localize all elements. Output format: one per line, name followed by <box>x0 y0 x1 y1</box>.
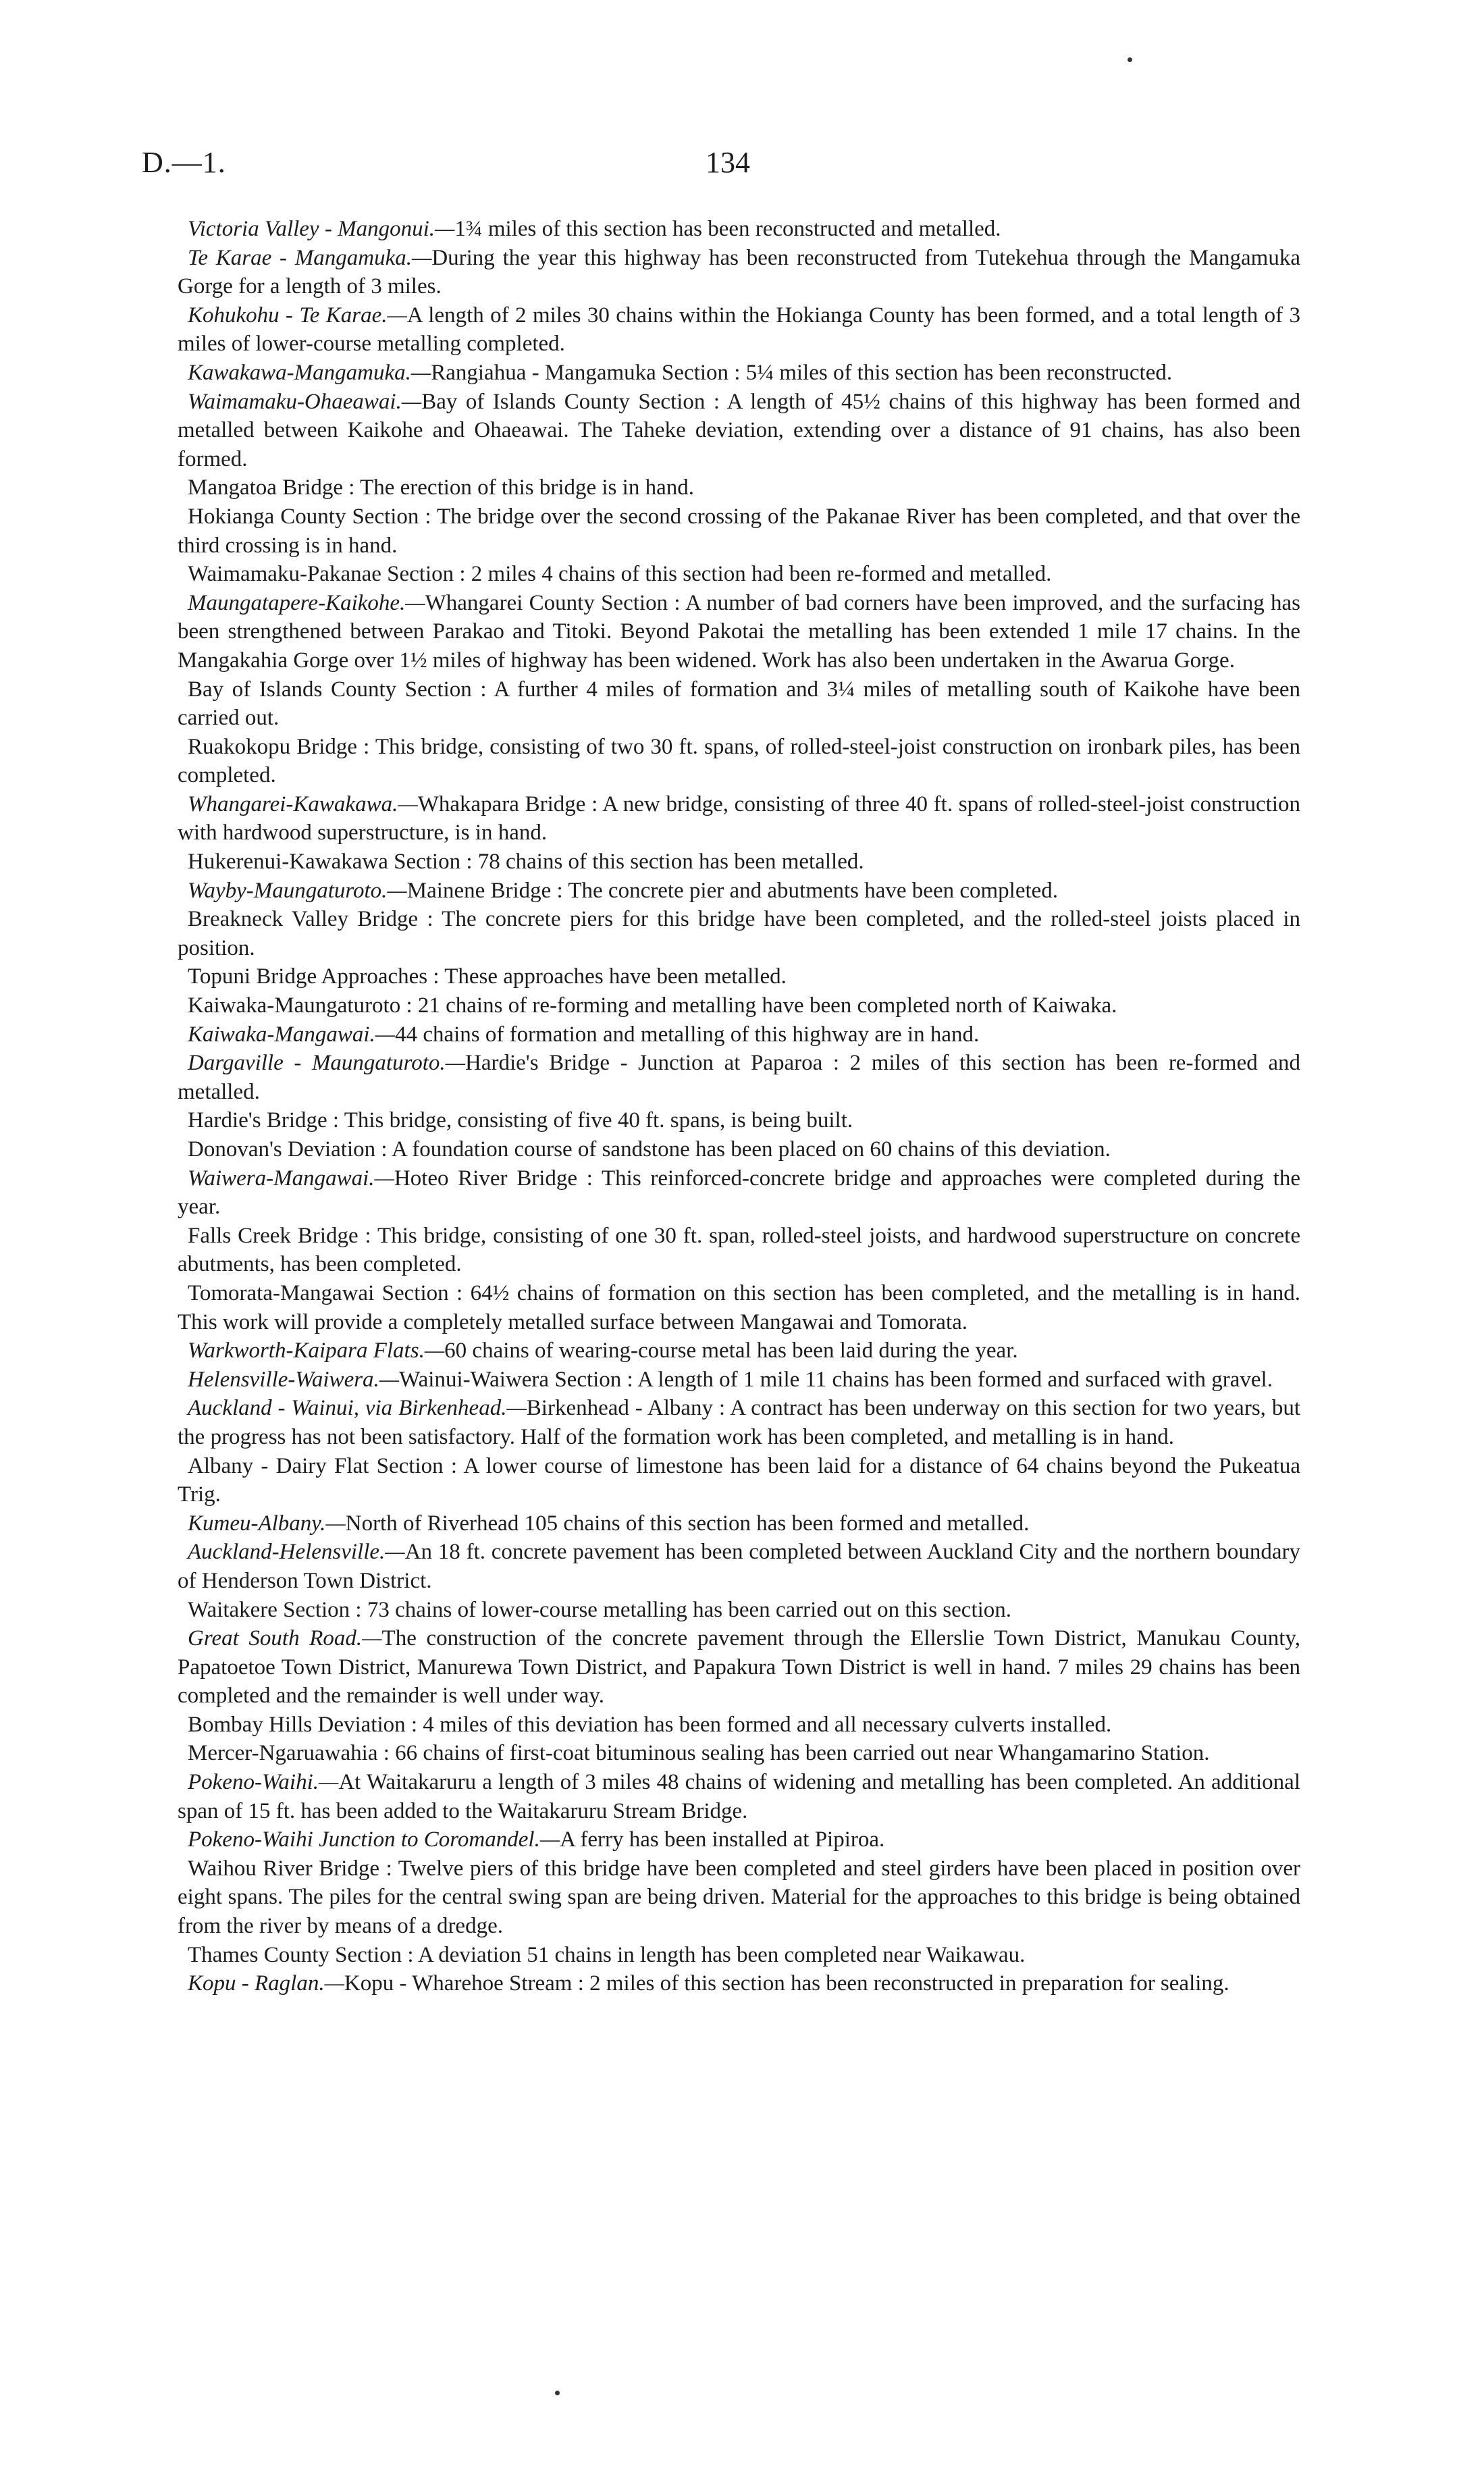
entry <box>178 1711 1300 1740</box>
entry <box>178 1365 1300 1395</box>
entry <box>178 244 1300 301</box>
entry <box>178 502 1300 560</box>
entry-text: Ruakokopu Bridge : This bridge, consisting of two 30 ft. spans, of rolled-steel-joist construction on ironbark piles, has been completed. <box>178 734 1300 788</box>
entry <box>178 733 1300 790</box>
entry-heading: Wayby-Maungaturoto.— <box>188 878 407 903</box>
entry <box>178 1336 1300 1365</box>
entry-heading: Kopu - Raglan.— <box>188 1971 344 1996</box>
entry <box>178 1164 1300 1222</box>
entry-heading: Auckland - Wainui, via Birkenhead.— <box>188 1396 527 1421</box>
entry-text: Bombay Hills Deviation : 4 miles of this deviation has been formed and all necessary culverts installed. <box>188 1712 1112 1737</box>
entry <box>178 1825 1300 1854</box>
entry <box>178 359 1300 388</box>
entry-heading: Maungatapere-Kaikohe.— <box>188 590 425 615</box>
page-header <box>142 145 1290 186</box>
entry-text: An 18 ft. concrete pavement has been completed between Auckland City and the northern boundary of Henderson Town District. <box>178 1540 1300 1593</box>
entry <box>178 1020 1300 1049</box>
report-body <box>178 215 1300 1998</box>
entry-heading: Kumeu-Albany.— <box>188 1511 346 1536</box>
entry-text: Tomorata-Mangawai Section : 64½ chains of formation on this section has been completed, and the metalling is in hand. This work will provide a completely metalled surface between Mangawai and Tomorata. <box>178 1280 1300 1334</box>
entry <box>178 877 1300 906</box>
document-reference: D.—1. <box>142 146 226 179</box>
entry-text: 60 chains of wearing-course metal has been laid during the year. <box>444 1338 1018 1363</box>
entry-text: Wainui-Waiwera Section : A length of 1 mile 11 chains has been formed and surfaced with gravel. <box>399 1367 1273 1392</box>
entry-text: Whangarei County Section : A number of bad corners have been improved, and the surfacing has been strengthened between Parakao and Titoki. Beyond Pakotai the metalling has been extended 1 mile 17 chains. In the Mangakahia Gorge over 1½ miles of highway has been widened. Work has also been undertaken in the Awarua Gorge. <box>178 590 1300 673</box>
entry <box>178 1135 1300 1164</box>
entry <box>178 675 1300 733</box>
entry-text: Hardie's Bridge - Junction at Paparoa : 2 miles of this section has been re-formed and metalled. <box>178 1051 1300 1104</box>
entry-text: Hardie's Bridge : This bridge, consisting of five 40 ft. spans, is being built. <box>188 1108 853 1133</box>
entry-text: Waitakere Section : 73 chains of lower-course metalling has been carried out on this section. <box>188 1597 1012 1622</box>
entry <box>178 905 1300 962</box>
entry <box>178 473 1300 502</box>
entry-text: Bay of Islands County Section : A length of 45½ chains of this highway has been formed and metalled between Kaikohe and Ohaeawai. The Taheke deviation, extending over a distance of 91 chains, has also been formed. <box>178 389 1300 471</box>
entry-text: Bay of Islands County Section : A further 4 miles of formation and 3¼ miles of metalling south of Kaikohe have been carried out. <box>178 677 1300 731</box>
entry <box>178 1941 1300 1970</box>
entry <box>178 1538 1300 1595</box>
entry <box>178 1969 1300 1998</box>
entry-text: Donovan's Deviation : A foundation course of sandstone has been placed on 60 chains of this deviation. <box>188 1137 1111 1162</box>
entry-text: Kaiwaka-Maungaturoto : 21 chains of re-forming and metalling have been completed north of Kaiwaka. <box>188 993 1117 1018</box>
entry-heading: Helensville-Waiwera.— <box>188 1367 400 1392</box>
entry-heading: Te Karae - Mangamuka.— <box>188 245 432 270</box>
entry-heading: Waiwera-Mangawai.— <box>188 1166 394 1191</box>
entry <box>178 1279 1300 1336</box>
entry-heading: Kohukohu - Te Karae.— <box>188 303 407 328</box>
entry-text: Albany - Dairy Flat Section : A lower course of limestone has been laid for a distance of 64 chains beyond the Pukeatua Trig. <box>178 1453 1300 1507</box>
entry-text: Breakneck Valley Bridge : The concrete piers for this bridge have been completed, and the rolled-steel joists placed in position. <box>178 907 1300 960</box>
speck-mark <box>555 2391 560 2395</box>
entry <box>178 1739 1300 1768</box>
entry-text: During the year this highway has been reconstructed from Tutekehua through the Mangamuka Gorge for a length of 3 miles. <box>178 245 1300 299</box>
page-number: 134 <box>706 146 750 179</box>
entry-heading: Pokeno-Waihi.— <box>188 1770 339 1795</box>
entry <box>178 301 1300 359</box>
entry-heading: Kaiwaka-Mangawai.— <box>188 1022 396 1047</box>
entry-heading: Whangarei-Kawakawa.— <box>188 791 418 816</box>
entry-text: The construction of the concrete pavement through the Ellerslie Town District, Manukau County, Papatoetoe Town District, Manurewa Town District, and Papakura Town District is well in hand. 7 miles 29 chains has been completed and the remainder is well under way. <box>178 1626 1300 1709</box>
entry <box>178 1049 1300 1106</box>
entry-text: Waihou River Bridge : Twelve piers of this bridge have been completed and steel girders have been placed in position over eight spans. The piles for the central swing span are being driven. Material for the approaches to this bridge is being obtained from the river by means of a dredge. <box>178 1856 1300 1939</box>
entry-text: 1¾ miles of this section has been reconstructed and metalled. <box>454 217 1001 241</box>
entry-text: Mercer-Ngaruawahia : 66 chains of first-coat bituminous sealing has been carried out near Whangamarino Station. <box>188 1741 1210 1766</box>
entry-text: A length of 2 miles 30 chains within the Hokianga County has been formed, and a total length of 3 miles of lower-course metalling completed. <box>178 303 1300 357</box>
entry-heading: Great South Road.— <box>188 1626 382 1651</box>
entry <box>178 1106 1300 1135</box>
entry-heading: Warkworth-Kaipara Flats.— <box>188 1338 445 1363</box>
entry <box>178 215 1300 244</box>
entry-text: Mainene Bridge : The concrete pier and abutments have been completed. <box>406 878 1059 903</box>
entry <box>178 1452 1300 1509</box>
entry <box>178 1509 1300 1538</box>
entry-heading: Victoria Valley - Mangonui.— <box>188 217 455 241</box>
speck-mark <box>1128 57 1132 62</box>
entry-text: Hokianga County Section : The bridge over the second crossing of the Pakanae River has been completed, and that over the third crossing is in hand. <box>178 504 1300 558</box>
entry <box>178 1596 1300 1625</box>
entry <box>178 1222 1300 1279</box>
entry-text: Rangiahua - Mangamuka Section : 5¼ miles of this section has been reconstructed. <box>431 360 1173 385</box>
entry-text: Waimamaku-Pakanae Section : 2 miles 4 chains of this section had been re-formed and metalled. <box>188 562 1052 587</box>
entry <box>178 560 1300 589</box>
entry-text: Thames County Section : A deviation 51 chains in length has been completed near Waikawau. <box>188 1942 1026 1967</box>
entry <box>178 848 1300 877</box>
entry-heading: Kawakawa-Mangamuka.— <box>188 360 431 385</box>
entry <box>178 790 1300 848</box>
entry <box>178 388 1300 474</box>
entry-text: At Waitakaruru a length of 3 miles 48 chains of widening and metalling has been completed. An additional span of 15 ft. has been added to the Waitakaruru Stream Bridge. <box>178 1770 1300 1823</box>
entry-text: Hoteo River Bridge : This reinforced-concrete bridge and approaches were completed during the year. <box>178 1166 1300 1220</box>
entry-text: Mangatoa Bridge : The erection of this bridge is in hand. <box>188 475 694 500</box>
entry-text: 44 chains of formation and metalling of this highway are in hand. <box>395 1022 980 1047</box>
entry <box>178 962 1300 991</box>
entry-heading: Waimamaku-Ohaeawai.— <box>188 389 422 414</box>
entry-heading: Dargaville - Maungaturoto.— <box>188 1051 465 1076</box>
entry-text: Whakapara Bridge : A new bridge, consisting of three 40 ft. spans of rolled-steel-joist construction with hardwood superstructure, is in hand. <box>178 791 1300 845</box>
entry <box>178 991 1300 1020</box>
entry <box>178 1624 1300 1711</box>
entry-text: Hukerenui-Kawakawa Section : 78 chains of this section has been metalled. <box>188 850 864 875</box>
entry-text: Birkenhead - Albany : A contract has been underway on this section for two years, but the progress has not been satisfactory. Half of the formation work has been completed, and metalling is in hand. <box>178 1396 1300 1449</box>
entry-heading: Auckland-Helensville.— <box>188 1540 405 1565</box>
entry-text: Kopu - Wharehoe Stream : 2 miles of this section has been reconstructed in preparation for sealing. <box>344 1971 1229 1996</box>
entry <box>178 1854 1300 1941</box>
entry-text: Topuni Bridge Approaches : These approaches have been metalled. <box>188 964 787 989</box>
entry-text: Falls Creek Bridge : This bridge, consisting of one 30 ft. span, rolled-steel joists, and hardwood superstructure on concrete abutments, has been completed. <box>178 1223 1300 1277</box>
entry-heading: Pokeno-Waihi Junction to Coromandel.— <box>188 1827 560 1852</box>
entry <box>178 589 1300 675</box>
entry-text: North of Riverhead 105 chains of this section has been formed and metalled. <box>345 1511 1030 1536</box>
entry <box>178 1394 1300 1451</box>
entry-text: A ferry has been installed at Pipiroa. <box>560 1827 885 1852</box>
entry <box>178 1768 1300 1825</box>
